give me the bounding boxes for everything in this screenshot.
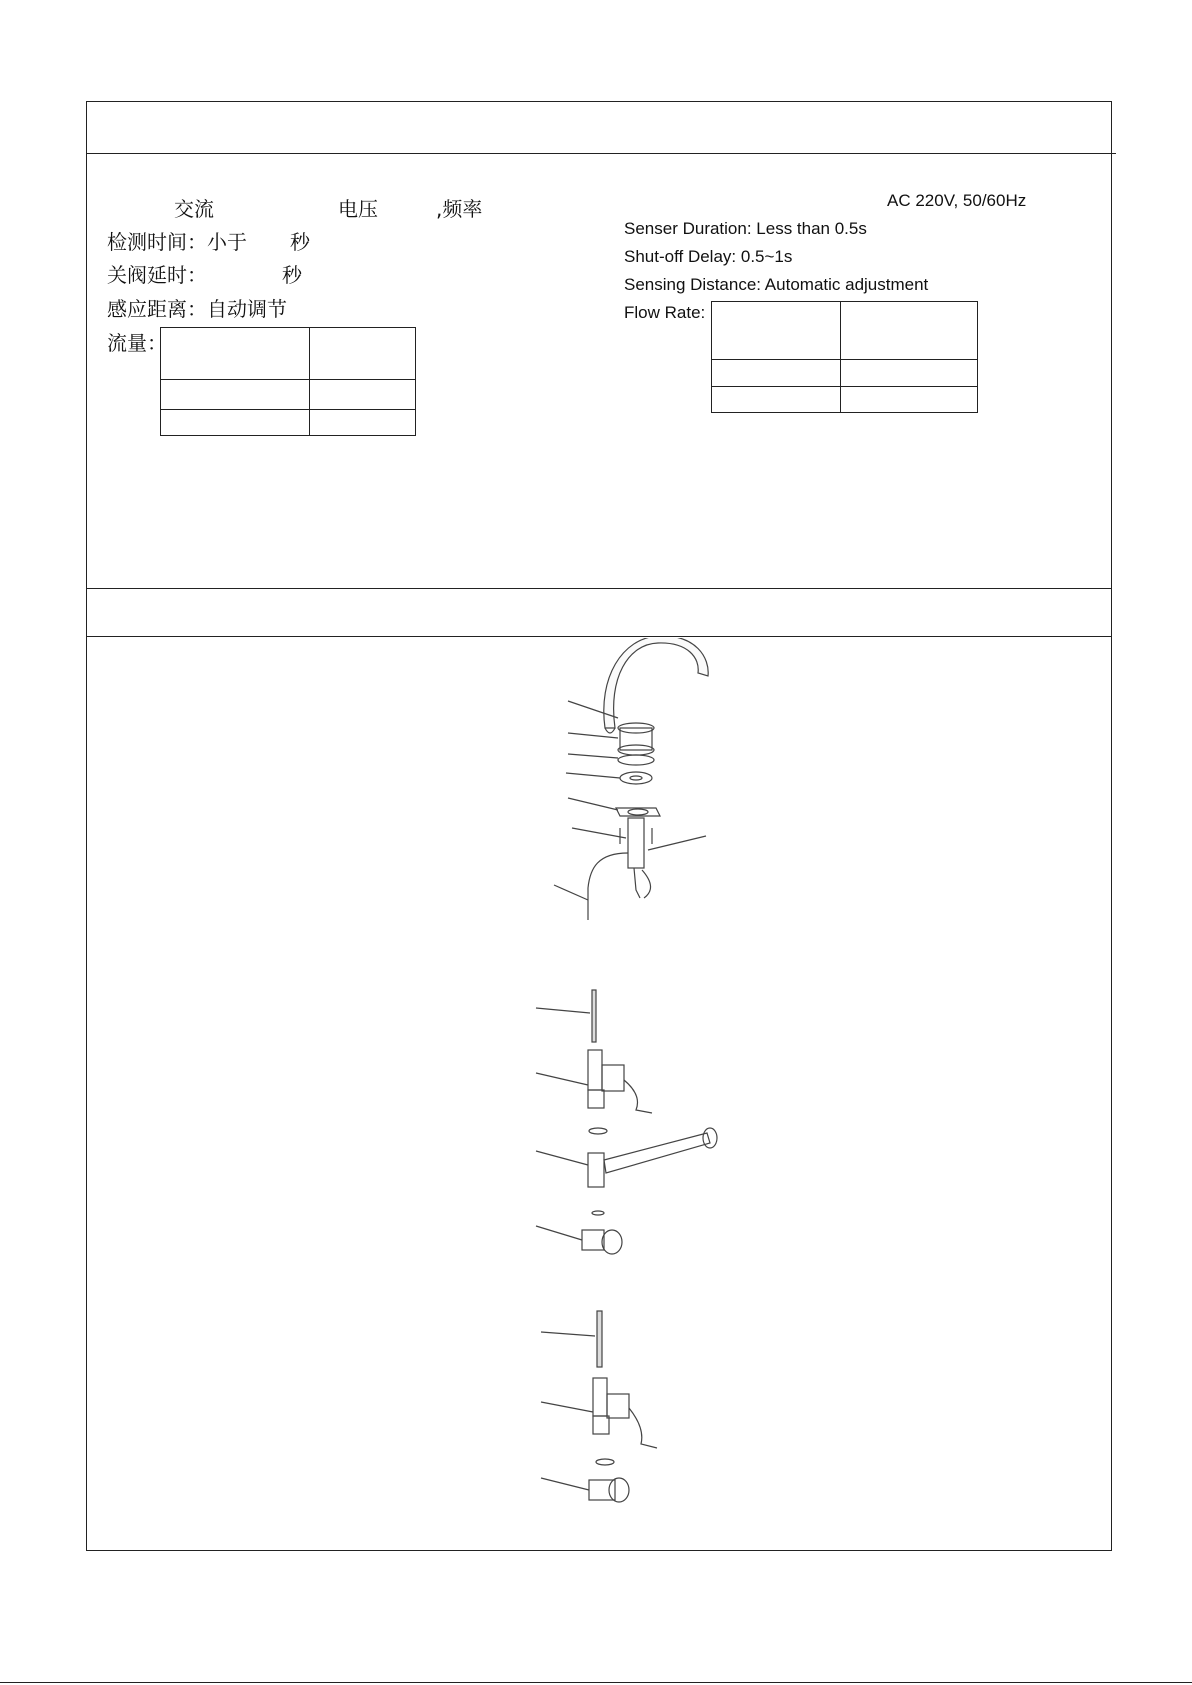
cn-voltage-label: 电压: [338, 197, 378, 221]
cn-flow-table: [160, 327, 416, 436]
header-divider: [86, 153, 1116, 154]
en-senser-duration: Senser Duration: Less than 0.5s: [624, 219, 867, 238]
en-sensing-distance: Sensing Distance: Automatic adjustment: [624, 275, 929, 294]
table-row: [712, 302, 978, 360]
en-flow-table: [711, 301, 978, 413]
table-row: [712, 387, 978, 413]
page-bottom-edge: [0, 1682, 1192, 1683]
table-row: [161, 410, 416, 436]
table-row: [161, 328, 416, 380]
table-row: [161, 380, 416, 410]
cn-shutoff-delay: 关阀延时：: [107, 263, 207, 287]
cn-detection-unit: 秒: [290, 230, 310, 254]
cn-sensing-distance: 感应距离：自动调节: [107, 297, 287, 321]
section-divider-bottom: [86, 636, 1112, 637]
en-power: AC 220V, 50/60Hz: [887, 191, 1027, 210]
section-divider-top: [86, 588, 1112, 589]
cn-detection-time: 检测时间：小于: [107, 230, 247, 254]
valve-assembly-drawing: [532, 985, 732, 1265]
faucet-exploded-drawing: [548, 638, 748, 928]
cn-power-type: 交流: [174, 197, 214, 221]
cn-flow-rate: 流量：: [107, 331, 167, 355]
cn-frequency-label: ,频率: [436, 197, 483, 221]
valve-drawing: [535, 1308, 695, 1508]
cn-shutoff-unit: 秒: [282, 263, 302, 287]
en-flow-rate: Flow Rate:: [624, 303, 706, 322]
table-row: [712, 360, 978, 387]
en-shutoff-delay: Shut-off Delay: 0.5~1s: [624, 247, 793, 266]
